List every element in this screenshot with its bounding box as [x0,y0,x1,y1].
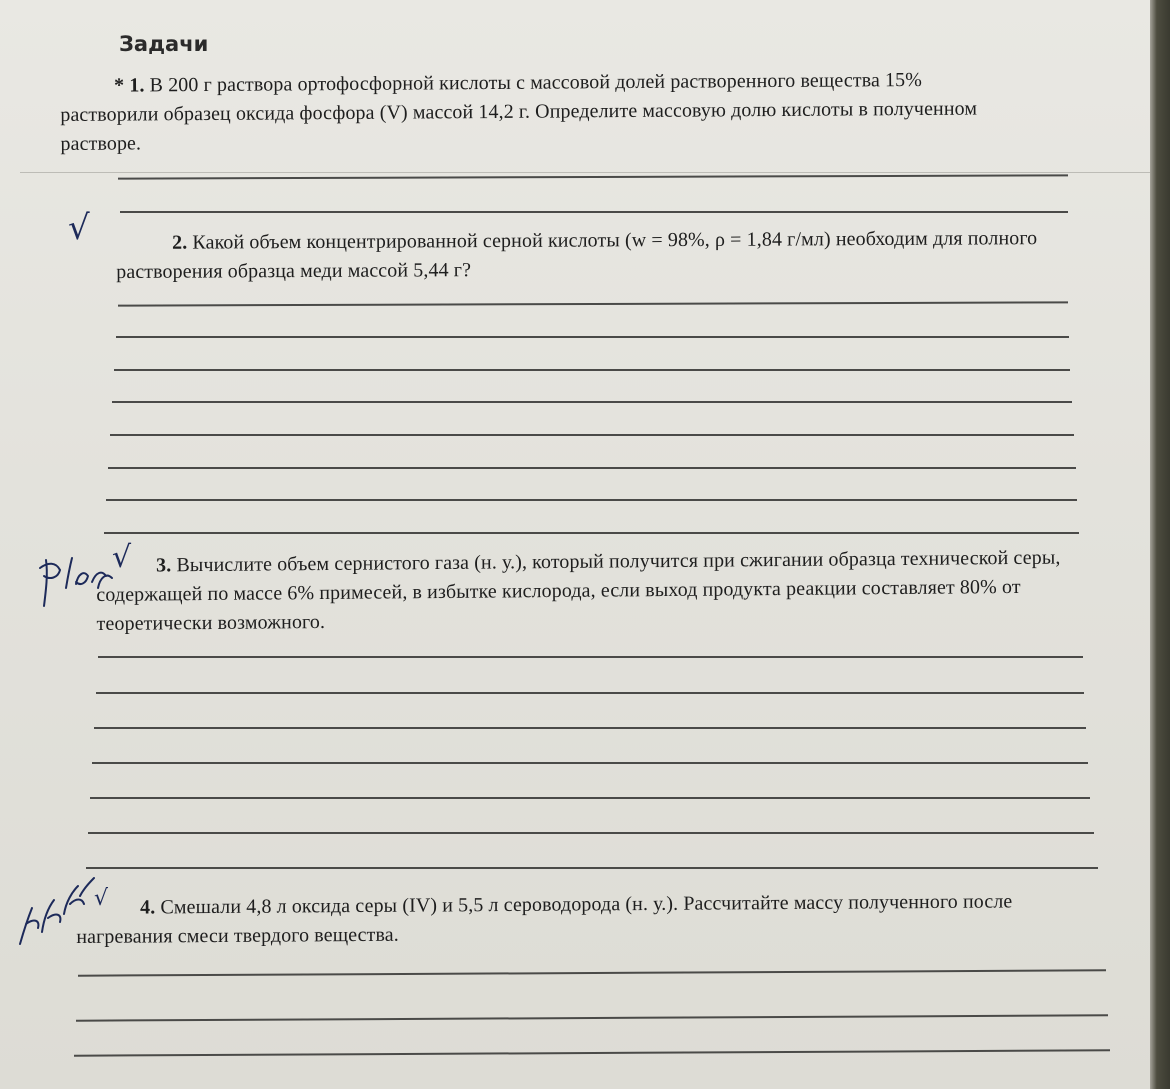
task-1-text: В 200 г раствора ортофосфорной кислоты с массовой долей растворенного вещества 15% растворили образец оксида фосфора (V) массой 14,2 г. Определите массовую долю кислоты в полученном растворе. [60,68,978,155]
answer-line [120,211,1068,213]
task-3 [96,543,1087,639]
answer-line [76,1014,1108,1021]
answer-line [90,797,1090,799]
paper-fold [20,172,1150,173]
answer-line [88,832,1094,834]
answer-line [86,867,1098,869]
task-2 [116,224,1071,287]
task-2-text: Какой объем концентрированной серной кислоты (w = 98%, ρ = 1,84 г/мл) необходим для полного растворения образца меди массой 5,44 г? [116,227,1038,283]
answer-line [110,434,1074,436]
section-heading: Задачи [119,32,209,56]
task-3-text: Вычислите объем сернистого газа (н. у.), который получится при сжигании образца технической серы, содержащей по массе 6% примесей, в избытке кислорода, если выход продукта реакции составляет 80% от теоретически возможного. [96,546,1061,635]
answer-line [112,401,1072,403]
checkmark-icon: √ [112,540,132,575]
answer-line [106,499,1077,501]
answer-line [104,532,1079,534]
answer-line [98,656,1083,658]
answer-line [74,1049,1110,1056]
answer-line [118,301,1068,306]
answer-line [114,369,1070,371]
task-1 [60,65,1021,159]
answer-line [96,692,1084,694]
answer-line [94,727,1086,729]
task-4-number: 4. [140,896,156,919]
answer-line [116,336,1069,338]
task-2-number: 2. [172,231,188,254]
checkmark-icon: √ [94,886,109,911]
answer-line [108,467,1076,469]
answer-line [118,174,1068,179]
checkmark-icon: √ [68,208,90,248]
answer-line [78,969,1106,976]
task-3-number: 3. [156,554,172,577]
task-4 [76,887,1101,952]
task-4-text: Смешали 4,8 л оксида серы (IV) и 5,5 л сероводорода (н. у.). Рассчитайте массу полученного после нагревания смеси твердого вещества. [76,890,1013,948]
task-1-number: * 1. [114,74,145,97]
answer-line [92,762,1088,764]
